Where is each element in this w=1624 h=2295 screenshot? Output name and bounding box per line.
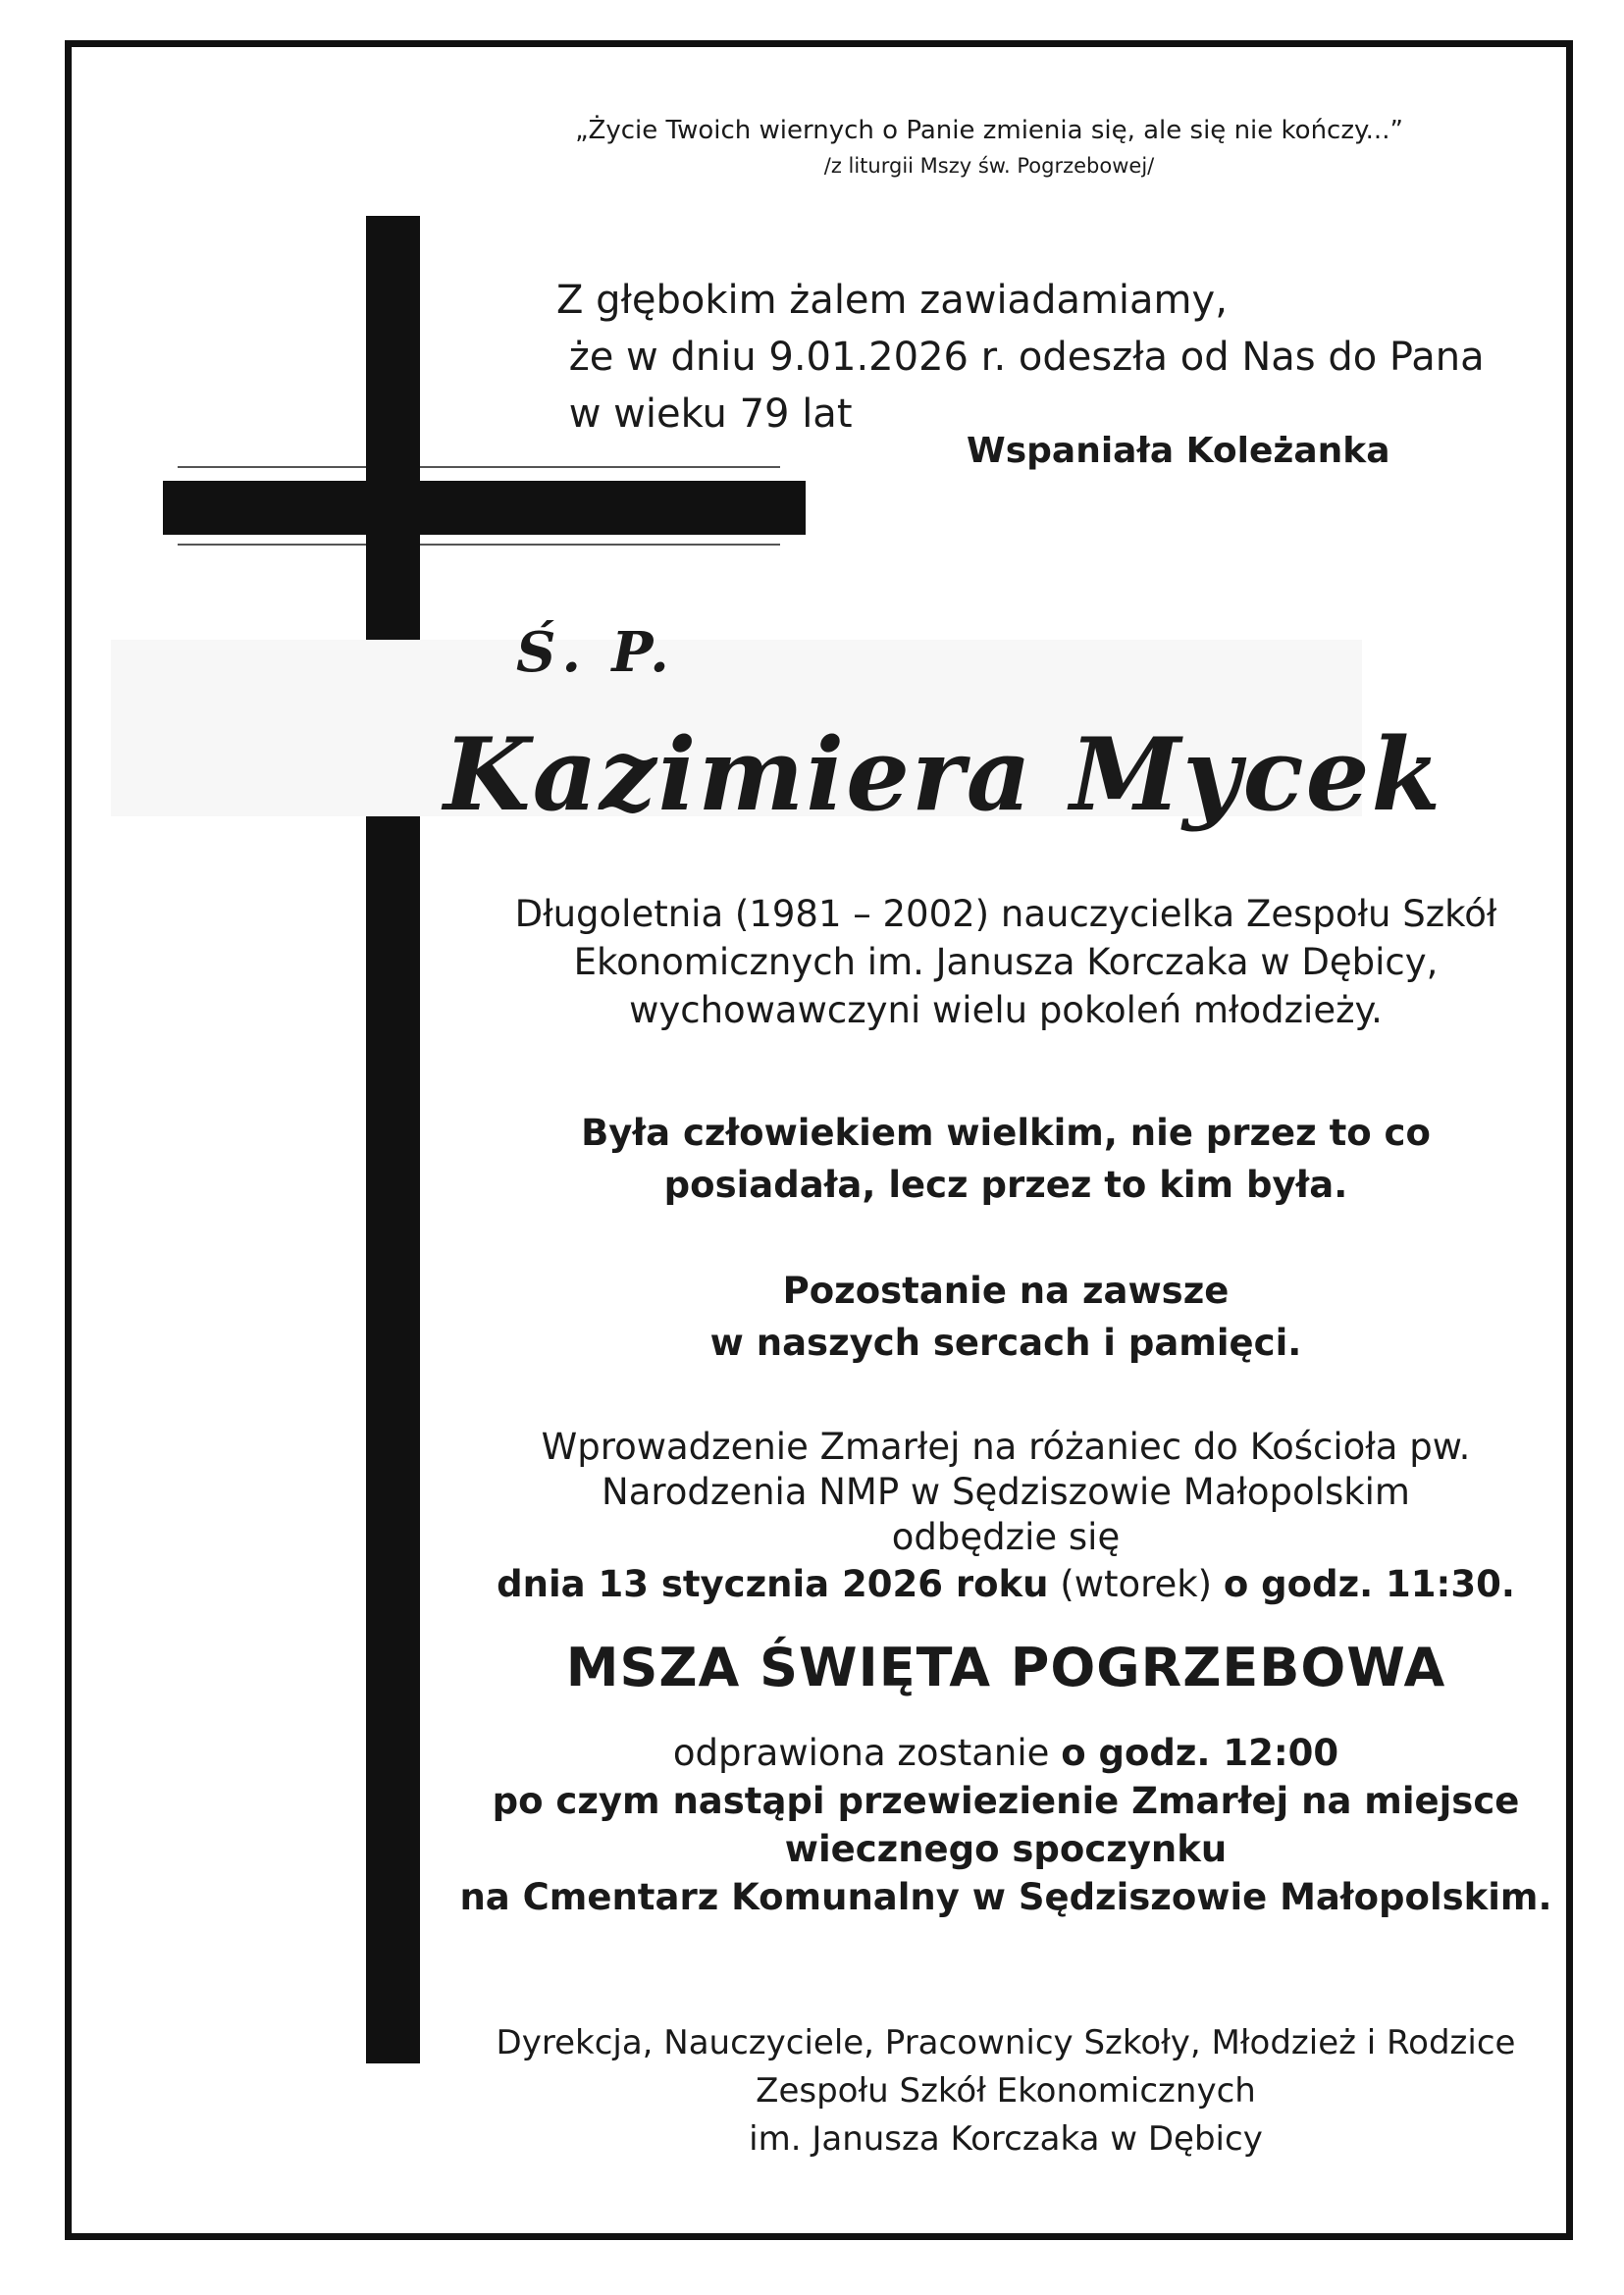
- rosary-info: [542, 1425, 1471, 1560]
- intro-line-3: w wieku 79 lat: [556, 391, 853, 437]
- cross-banner-gap: [366, 640, 420, 816]
- tribute-line-2: posiadała, lecz przez to kim była.: [663, 1164, 1348, 1206]
- biography: [515, 890, 1497, 1034]
- signature: [497, 2019, 1516, 2164]
- rosary-line-3: odbędzie się: [891, 1516, 1121, 1558]
- rosary-date: dnia 13 stycznia 2026 roku: [497, 1563, 1049, 1605]
- rosary-weekday: (wtorek): [1048, 1563, 1224, 1605]
- epithet: Wspaniała Koleżanka: [967, 431, 1390, 471]
- mass-time-prefix: odprawiona zostanie: [672, 1732, 1062, 1774]
- bio-line-3: wychowawczyni wielu pokoleń młodzieży.: [629, 989, 1383, 1031]
- burial-line-4: na Cmentarz Komunalny w Sędziszowie Małopolskim.: [459, 1876, 1552, 1918]
- deceased-name: Kazimiera Mycek: [444, 716, 1443, 834]
- remembrance-line-2: w naszych sercach i pamięci.: [709, 1322, 1302, 1364]
- burial-line-1: [459, 1729, 1551, 1777]
- sp-abbreviation: Ś. P.: [516, 620, 675, 685]
- rosary-line-1: Wprowadzenie Zmarłej na różaniec do Kościoła pw.: [541, 1426, 1471, 1468]
- cross-arm-line-bottom: [178, 544, 780, 546]
- cross-vertical-beam: [366, 216, 420, 2063]
- remembrance-line-1: Pozostanie na zawsze: [782, 1270, 1230, 1312]
- signature-line-2: Zespołu Szkół Ekonomicznych: [756, 2071, 1256, 2111]
- signature-line-1: Dyrekcja, Nauczyciele, Pracownicy Szkoły, Młodzież i Rodzice: [496, 2023, 1516, 2062]
- opening-quote: „Życie Twoich wiernych o Panie zmienia się, ale się nie kończy...”: [575, 116, 1403, 145]
- funeral-mass-title: MSZA ŚWIĘTA POGRZEBOWA: [565, 1637, 1446, 1698]
- burial-info: [459, 1729, 1551, 1921]
- bio-line-2: Ekonomicznych im. Janusza Korczaka w Dębicy,: [573, 941, 1439, 983]
- burial-line-3: wiecznego spoczynku: [784, 1828, 1228, 1870]
- cross-arm-line-top: [178, 466, 780, 468]
- tribute: [581, 1107, 1431, 1211]
- mass-time: o godz. 12:00: [1061, 1732, 1339, 1774]
- tribute-line-1: Była człowiekiem wielkim, nie przez to co: [581, 1112, 1431, 1154]
- signature-line-3: im. Janusza Korczaka w Dębicy: [749, 2119, 1263, 2159]
- rosary-time: o godz. 11:30.: [1223, 1563, 1515, 1605]
- intro-line-1: Z głębokim żalem zawiadamiamy,: [556, 278, 1228, 323]
- rosary-date-line: [497, 1560, 1515, 1608]
- announcement-intro: [556, 272, 1485, 443]
- cross-horizontal-beam: [163, 481, 806, 535]
- quote-source: /z liturgii Mszy św. Pogrzebowej/: [823, 154, 1155, 178]
- rosary-line-2: Narodzenia NMP w Sędziszowie Małopolskim: [602, 1471, 1410, 1513]
- intro-line-2: że w dniu 9.01.2026 r. odeszła od Nas do Pana: [556, 335, 1485, 380]
- remembrance: [710, 1265, 1302, 1369]
- bio-line-1: Długoletnia (1981 – 2002) nauczycielka Zespołu Szkół: [514, 893, 1497, 935]
- burial-line-2: po czym nastąpi przewiezienie Zmarłej na miejsce: [492, 1780, 1520, 1822]
